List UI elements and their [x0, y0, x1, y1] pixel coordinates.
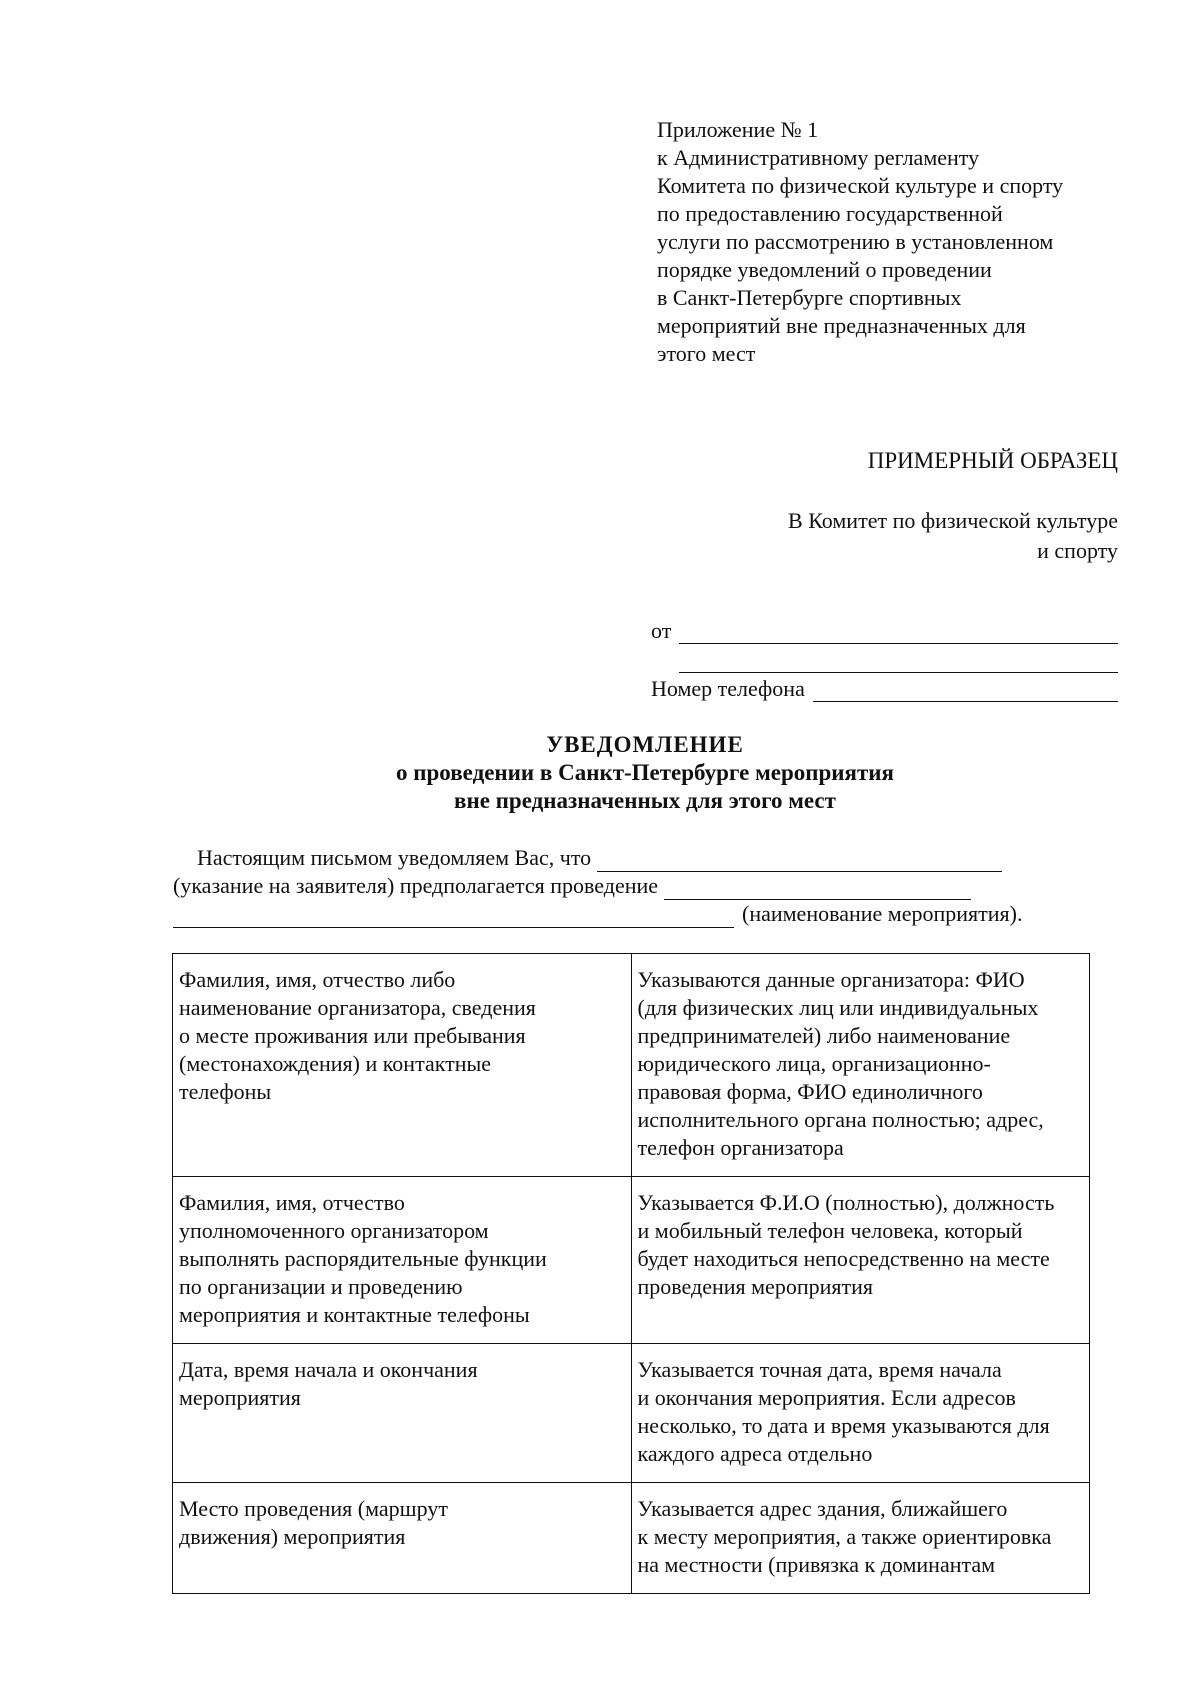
cell-line: исполнительного органа полностью; адрес, [637, 1107, 1044, 1132]
event-name-blank-line[interactable] [173, 905, 734, 928]
document-heading [0, 731, 1200, 815]
cell-line: и мобильный телефон человека, который [637, 1218, 1023, 1243]
table-row [173, 1344, 1090, 1483]
cell-line: мероприятия [179, 1385, 301, 1410]
table-cell-label [173, 1177, 632, 1344]
intro-row [173, 900, 1093, 928]
table-cell-description [631, 954, 1090, 1177]
table-cell-description [631, 1344, 1090, 1483]
event-blank-line[interactable] [664, 877, 971, 900]
cell-line: Фамилия, имя, отчество [179, 1190, 405, 1215]
cell-line: Место проведения (маршрут [179, 1496, 448, 1521]
table-cell-label [173, 1483, 632, 1594]
from-label: от [651, 618, 672, 643]
intro-paragraph [173, 844, 1093, 928]
intro-text: (указание на заявителя) предполагается проведение [173, 873, 659, 898]
phone-blank-line[interactable] [813, 679, 1118, 702]
phone-row [651, 676, 1118, 702]
appendix-line: Комитета по физической культуре и спорту [657, 173, 1064, 198]
cell-line: юридического лица, организационно- [637, 1051, 991, 1076]
from-row [651, 618, 1118, 644]
cell-line: мероприятия и контактные телефоны [179, 1302, 530, 1327]
cell-line: наименование организатора, сведения [179, 995, 536, 1020]
cell-line: правовая форма, ФИО единоличного [637, 1079, 983, 1104]
cell-line: движения) мероприятия [179, 1524, 406, 1549]
cell-line: телефоны [179, 1079, 272, 1104]
table-cell-description [631, 1177, 1090, 1344]
cell-line: о месте проживания или пребывания [179, 1023, 526, 1048]
appendix-line: в Санкт-Петербурге спортивных [657, 285, 962, 310]
table-cell-label [173, 1344, 632, 1483]
table-row [173, 1483, 1090, 1594]
cell-line: Указывается Ф.И.О (полностью), должность [637, 1190, 1055, 1215]
cell-line: Указывается адрес здания, ближайшего [637, 1496, 1008, 1521]
phone-label: Номер телефона [651, 676, 805, 701]
cell-line: каждого адреса отдельно [637, 1441, 873, 1466]
cell-line: проведения мероприятия [637, 1274, 873, 1299]
appendix-line: к Административному регламенту [657, 145, 980, 170]
cell-line: Дата, время начала и окончания [179, 1357, 478, 1382]
appendix-line: мероприятий вне предназначенных для [657, 313, 1026, 338]
cell-line: (для физических лиц или индивидуальных [637, 995, 1039, 1020]
appendix-line: услуги по рассмотрению в установленном [657, 229, 1054, 254]
appendix-line: этого мест [657, 341, 756, 366]
document-subtitle: о проведении в Санкт-Петербурге мероприятия [396, 760, 894, 785]
cell-line: уполномоченного организатором [179, 1218, 489, 1243]
cell-line: (местонахождения) и контактные [179, 1051, 492, 1076]
table-row [173, 1177, 1090, 1344]
document-subtitle: вне предназначенных для этого мест [454, 788, 836, 813]
intro-text: (наименование мероприятия). [742, 901, 1023, 926]
addressee-line: В Комитет по физической культуре [788, 508, 1118, 533]
appendix-line: порядке уведомлений о проведении [657, 257, 992, 282]
appendix-line: по предоставлению государственной [657, 201, 1003, 226]
cell-line: и окончания мероприятия. Если адресов [637, 1385, 1016, 1410]
from-blank-line[interactable] [679, 621, 1118, 644]
cell-line: предпринимателей) либо наименование [637, 1023, 1011, 1048]
table-row [173, 954, 1090, 1177]
table-cell-description [631, 1483, 1090, 1594]
intro-row [173, 872, 1093, 900]
info-table [172, 953, 1090, 1594]
cell-line: выполнять распорядительные функции [179, 1246, 547, 1271]
cell-line: телефон организатора [637, 1135, 844, 1160]
table-cell-label [173, 954, 632, 1177]
cell-line: Фамилия, имя, отчество либо [179, 967, 456, 992]
intro-text: Настоящим письмом уведомляем Вас, что [197, 845, 592, 870]
cell-line: Указываются данные организатора: ФИО [637, 967, 1025, 992]
intro-row [173, 844, 1093, 872]
cell-line: на местности (привязка к доминантам [637, 1552, 996, 1577]
cell-line: по организации и проведению [179, 1274, 463, 1299]
addressee-line: и спорту [1037, 538, 1118, 563]
applicant-blank-line[interactable] [597, 849, 1002, 872]
appendix-header [657, 116, 1157, 368]
appendix-line: Приложение № 1 [657, 117, 819, 142]
sample-title: ПРИМЕРНЫЙ ОБРАЗЕЦ [867, 448, 1118, 473]
addressee [788, 506, 1118, 566]
cell-line: несколько, то дата и время указываются для [637, 1413, 1050, 1438]
from-blank-line-2[interactable] [679, 650, 1118, 673]
cell-line: к месту мероприятия, а также ориентировка [637, 1524, 1052, 1549]
cell-line: будет находиться непосредственно на месте [637, 1246, 1050, 1271]
cell-line: Указывается точная дата, время начала [637, 1357, 1002, 1382]
document-title: УВЕДОМЛЕНИЕ [546, 732, 744, 757]
